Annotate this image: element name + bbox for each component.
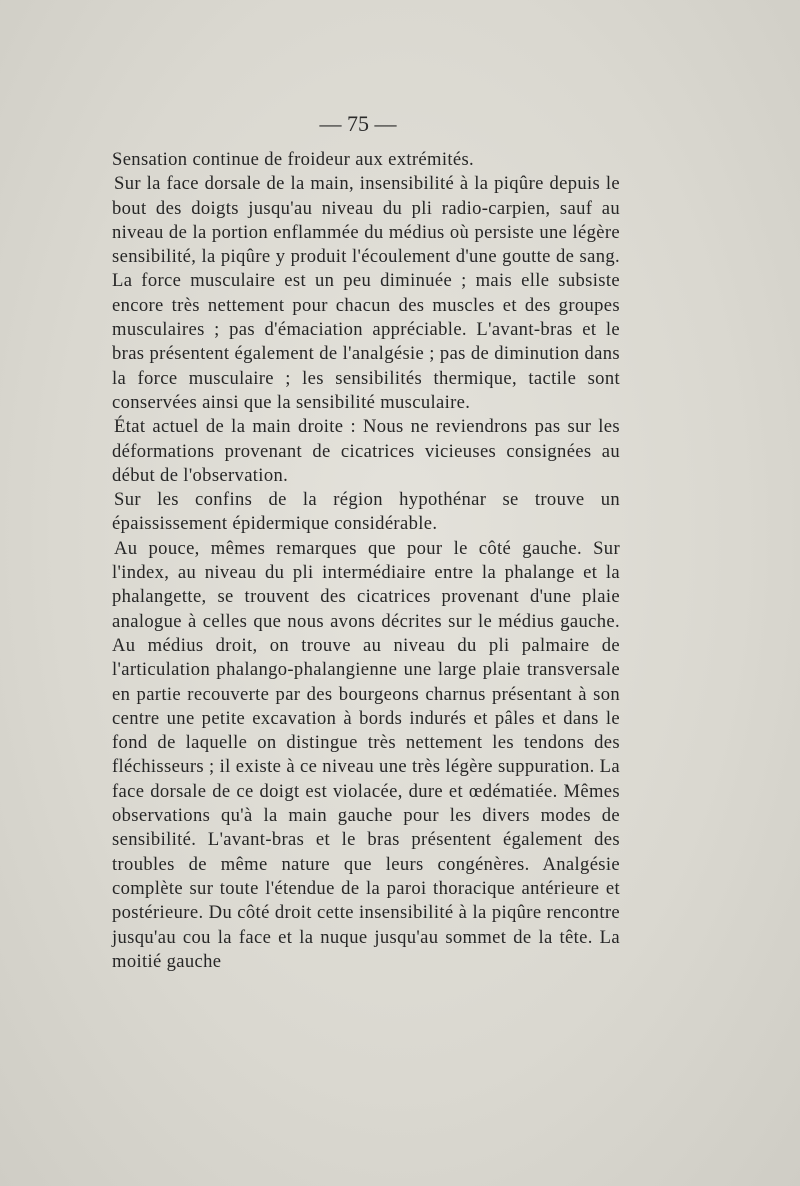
paragraph-5: Au pouce, mêmes remarques que pour le côté gauche. Sur l'index, au niveau du pli intermédiaire entre la phalange et la phalangette, se trouvent des cicatrices provenant d'une plaie analogue à celles que nous avons décrites sur le médius gauche. Au médius droit, on trouve au niveau du pli palmaire de l'articulation phalango-phalangienne une large plaie transversale en partie recouverte par des bourgeons charnus présentant à son centre une petite excavation à bords indurés et pâles et dans le fond de laquelle on distingue très nettement les tendons des fléchisseurs ; il existe à ce niveau une très légère suppuration. La face dorsale de ce doigt est violacée, dure et œdématiée. Mêmes observations qu'à la main gauche pour les divers modes de sensibilité. L'avant-bras et le bras présentent également des troubles de même nature que leurs congénères. Analgésie complète sur toute l'étendue de la paroi thoracique antérieure et postérieure. Du côté droit cette insensibilité à la piqûre rencontre jusqu'au cou la face et la nuque jusqu'au sommet de la tête. La moitié gauche [112, 537, 620, 972]
page-number: — 75 — [319, 111, 397, 136]
paragraph-3: État actuel de la main droite : Nous ne reviendrons pas sur les déformations provenant de cicatrices vicieuses consignées au début de l'observation. [112, 416, 620, 486]
paragraph-4: Sur les confins de la région hypothénar se trouve un épaississement épidermique considérable. [112, 489, 620, 535]
paragraph-2: Sur la face dorsale de la main, insensibilité à la piqûre depuis le bout des doigts jusqu'au niveau du pli radio-carpien, sauf au niveau de la portion enflammée du médius où persiste une légère sensibilité, la piqûre y produit l'écoulement d'une goutte de sang. La force musculaire est un peu diminuée ; mais elle subsiste encore très nettement pour chacun des muscles et des groupes musculaires ; pas d'émaciation appréciable. L'avant-bras et le bras présentent également de l'analgésie ; pas de diminution dans la force musculaire ; les sensibilités thermique, tactile sont conservées ainsi que la sensibilité musculaire. [112, 173, 620, 413]
paragraph-1: Sensation continue de froideur aux extrémités. [112, 149, 475, 170]
body-text [112, 148, 620, 974]
